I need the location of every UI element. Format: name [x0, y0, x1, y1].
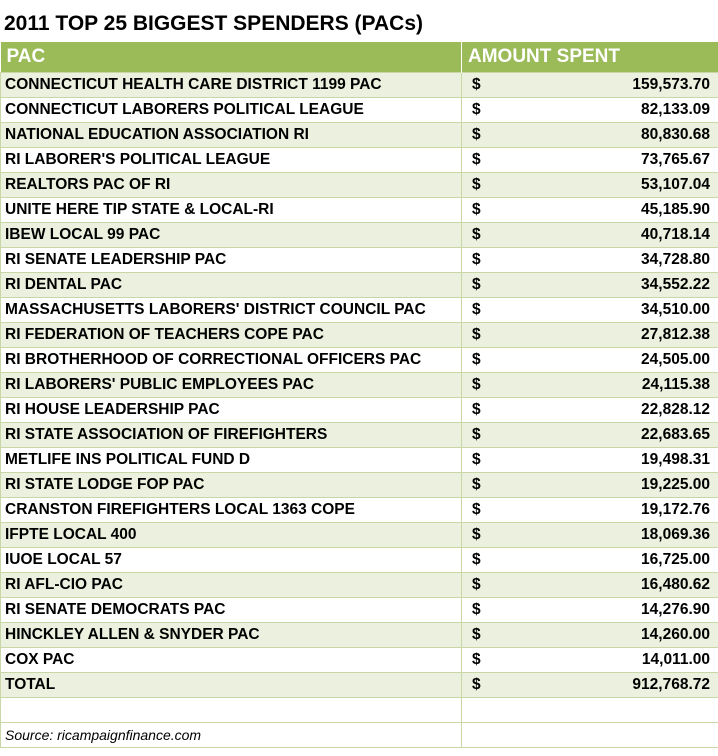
amount-value: 34,510.00 — [641, 300, 710, 318]
dollar-sign: $ — [472, 275, 481, 293]
dollar-sign: $ — [472, 400, 481, 418]
amount-value: 14,260.00 — [641, 625, 710, 643]
dollar-sign: $ — [472, 650, 481, 668]
dollar-sign: $ — [472, 100, 481, 118]
amount-cell — [462, 97, 718, 122]
pac-name-cell: NATIONAL EDUCATION ASSOCIATION RI — [1, 122, 462, 147]
blank-cell — [462, 697, 718, 722]
amount-value: 18,069.36 — [641, 525, 710, 543]
pac-name-cell: RI LABORERS' PUBLIC EMPLOYEES PAC — [1, 372, 462, 397]
amount-value: 24,115.38 — [641, 375, 710, 393]
dollar-sign: $ — [472, 325, 481, 343]
table-row — [1, 322, 718, 347]
table-row — [1, 197, 718, 222]
amount-cell — [462, 622, 718, 647]
table-row — [1, 547, 718, 572]
table-row — [1, 397, 718, 422]
amount-value: 16,480.62 — [641, 575, 710, 593]
blank-cell — [462, 722, 718, 747]
table-row — [1, 572, 718, 597]
pac-column-header: PAC — [1, 42, 462, 72]
table-row — [1, 522, 718, 547]
blank-row — [1, 697, 718, 722]
dollar-sign: $ — [472, 525, 481, 543]
dollar-sign: $ — [472, 225, 481, 243]
spenders-table — [0, 42, 718, 748]
pac-name-cell: RI SENATE LEADERSHIP PAC — [1, 247, 462, 272]
pac-name-cell: RI LABORER'S POLITICAL LEAGUE — [1, 147, 462, 172]
table-row — [1, 472, 718, 497]
amount-cell — [462, 272, 718, 297]
source-row — [1, 722, 718, 747]
pac-name-cell: RI SENATE DEMOCRATS PAC — [1, 597, 462, 622]
amount-value: 80,830.68 — [641, 125, 710, 143]
table-row — [1, 447, 718, 472]
table-row — [1, 172, 718, 197]
amount-cell — [462, 222, 718, 247]
amount-cell — [462, 322, 718, 347]
table-body — [1, 72, 718, 747]
dollar-sign: $ — [472, 250, 481, 268]
dollar-sign: $ — [472, 350, 481, 368]
pac-name-cell: UNITE HERE TIP STATE & LOCAL-RI — [1, 197, 462, 222]
table-row — [1, 122, 718, 147]
table-row — [1, 97, 718, 122]
amount-value: 19,498.31 — [641, 450, 710, 468]
amount-cell — [462, 147, 718, 172]
amount-cell — [462, 597, 718, 622]
amount-value: 19,225.00 — [641, 475, 710, 493]
source-note: Source: ricampaignfinance.com — [1, 722, 462, 747]
dollar-sign: $ — [472, 150, 481, 168]
amount-value: 14,011.00 — [641, 650, 710, 668]
amount-value: 22,828.12 — [641, 400, 710, 418]
amount-cell — [462, 547, 718, 572]
dollar-sign: $ — [472, 475, 481, 493]
table-row — [1, 72, 718, 97]
table-row — [1, 497, 718, 522]
amount-cell — [462, 397, 718, 422]
dollar-sign: $ — [472, 575, 481, 593]
pac-name-cell: COX PAC — [1, 647, 462, 672]
dollar-sign: $ — [472, 425, 481, 443]
amount-value: 73,765.67 — [641, 150, 710, 168]
pac-name-cell: CONNECTICUT LABORERS POLITICAL LEAGUE — [1, 97, 462, 122]
pac-name-cell: IUOE LOCAL 57 — [1, 547, 462, 572]
amount-cell — [462, 447, 718, 472]
dollar-sign: $ — [472, 600, 481, 618]
amount-cell — [462, 672, 718, 697]
pac-name-cell: RI HOUSE LEADERSHIP PAC — [1, 397, 462, 422]
amount-cell — [462, 122, 718, 147]
dollar-sign: $ — [472, 375, 481, 393]
header-row — [1, 42, 718, 72]
amount-cell — [462, 372, 718, 397]
dollar-sign: $ — [472, 200, 481, 218]
table-row — [1, 297, 718, 322]
table-row — [1, 372, 718, 397]
amount-cell — [462, 172, 718, 197]
amount-cell — [462, 72, 718, 97]
pac-name-cell: TOTAL — [1, 672, 462, 697]
total-row — [1, 672, 718, 697]
amount-cell — [462, 497, 718, 522]
amount-value: 22,683.65 — [641, 425, 710, 443]
amount-cell — [462, 247, 718, 272]
pac-name-cell: CRANSTON FIREFIGHTERS LOCAL 1363 COPE — [1, 497, 462, 522]
amount-value: 34,552.22 — [641, 275, 710, 293]
amount-cell — [462, 472, 718, 497]
amount-value: 912,768.72 — [632, 675, 710, 693]
amount-cell — [462, 647, 718, 672]
pac-name-cell: RI AFL-CIO PAC — [1, 572, 462, 597]
amount-value: 16,725.00 — [641, 550, 710, 568]
table-row — [1, 272, 718, 297]
table-row — [1, 622, 718, 647]
amount-value: 40,718.14 — [641, 225, 710, 243]
blank-cell — [1, 697, 462, 722]
dollar-sign: $ — [472, 175, 481, 193]
pac-name-cell: RI FEDERATION OF TEACHERS COPE PAC — [1, 322, 462, 347]
amount-cell — [462, 297, 718, 322]
dollar-sign: $ — [472, 125, 481, 143]
amount-value: 14,276.90 — [641, 600, 710, 618]
pac-name-cell: MASSACHUSETTS LABORERS' DISTRICT COUNCIL PAC — [1, 297, 462, 322]
dollar-sign: $ — [472, 300, 481, 318]
amount-value: 27,812.38 — [641, 325, 710, 343]
dollar-sign: $ — [472, 75, 481, 93]
dollar-sign: $ — [472, 500, 481, 518]
amount-value: 34,728.80 — [641, 250, 710, 268]
table-row — [1, 222, 718, 247]
amount-value: 82,133.09 — [641, 100, 710, 118]
amount-value: 53,107.04 — [641, 175, 710, 193]
table-row — [1, 147, 718, 172]
dollar-sign: $ — [472, 450, 481, 468]
table-row — [1, 647, 718, 672]
page-title: 2011 TOP 25 BIGGEST SPENDERS (PACs) — [4, 12, 423, 35]
dollar-sign: $ — [472, 550, 481, 568]
pac-name-cell: CONNECTICUT HEALTH CARE DISTRICT 1199 PAC — [1, 72, 462, 97]
pac-name-cell: IBEW LOCAL 99 PAC — [1, 222, 462, 247]
dollar-sign: $ — [472, 675, 481, 693]
pac-name-cell: HINCKLEY ALLEN & SNYDER PAC — [1, 622, 462, 647]
amount-cell — [462, 347, 718, 372]
pac-name-cell: RI DENTAL PAC — [1, 272, 462, 297]
pac-name-cell: METLIFE INS POLITICAL FUND D — [1, 447, 462, 472]
amount-cell — [462, 422, 718, 447]
amount-value: 45,185.90 — [641, 200, 710, 218]
table-row — [1, 347, 718, 372]
pac-name-cell: REALTORS PAC OF RI — [1, 172, 462, 197]
pac-name-cell: RI STATE LODGE FOP PAC — [1, 472, 462, 497]
table-row — [1, 247, 718, 272]
pac-name-cell: RI STATE ASSOCIATION OF FIREFIGHTERS — [1, 422, 462, 447]
amount-value: 24,505.00 — [641, 350, 710, 368]
amount-cell — [462, 572, 718, 597]
table-row — [1, 422, 718, 447]
amount-column-header: AMOUNT SPENT — [462, 42, 718, 72]
amount-value: 159,573.70 — [632, 75, 710, 93]
dollar-sign: $ — [472, 625, 481, 643]
amount-value: 19,172.76 — [641, 500, 710, 518]
pac-name-cell: RI BROTHERHOOD OF CORRECTIONAL OFFICERS PAC — [1, 347, 462, 372]
pac-name-cell: IFPTE LOCAL 400 — [1, 522, 462, 547]
amount-cell — [462, 197, 718, 222]
table-row — [1, 597, 718, 622]
amount-cell — [462, 522, 718, 547]
